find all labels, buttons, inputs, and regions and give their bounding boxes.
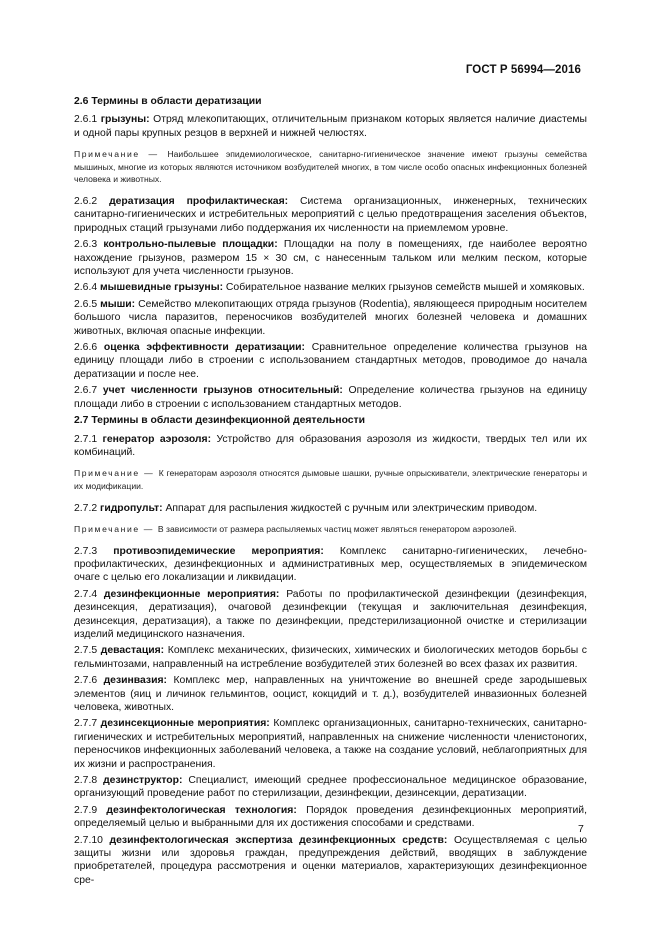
section-heading: 2.6 Термины в области дератизации [74,96,262,107]
term-number: 2.7.7 [74,718,101,730]
note-text: В зависимости от размера распыляемых частиц может являться генератором аэрозолей. [157,523,517,534]
term-definition: Аппарат для распыления жидкостей с ручным или электрическим приводом. [165,502,538,514]
term-definition: Специалист, имеющий среднее профессиональное медицинское образование, организующий проведение работ по стерилизации, дезинфекции, дезинсекции, дератизации. [74,775,587,800]
term-name: дератизация профилактическая: [109,196,301,207]
term-definition: Отряд млекопитающих, отличительным признаком которых является наличие диастемы и одной пары крупных резцов в верхней и нижней челюстях. [74,114,588,139]
term-number: 2.7.2 [74,502,100,514]
term-number: 2.7.8 [74,775,104,786]
term-number: 2.6.1 [74,114,101,126]
term-name: дезинсекционные мероприятия: [100,718,274,730]
term-definition: Определение количества грызунов на единицу площади либо в строении с использованием стандартных методов. [74,385,587,410]
term-entry [74,113,587,140]
note-text: К генераторам аэрозоля относятся дымовые шашки, ручные опрыскиватели, электрические генераторы и их модификации. [74,468,587,491]
standard-header: ГОСТ Р 56994—2016 [465,64,581,76]
note [74,467,587,492]
term-definition: Осуществляемая с целью защиты жизни или здоровья граждан, предупреждения действий, вводящих в заблуждение приобретателей, процедура рассмотрения и оценки материалов, характеризующих дезинфекционное сре- [74,834,587,886]
term-number: 2.7.5 [74,645,101,657]
term-entry [74,384,587,411]
term-number: 2.7.10 [74,834,110,846]
term-number: 2.6.7 [74,385,103,397]
term-number: 2.6.4 [74,282,100,294]
term-definition: Площадки на полу в помещениях, где наиболее вероятно нахождение грызунов, размером 15 × 30 см, с нанесенным тальком или мелким песком, которые используют для учета численности грызунов. [74,239,588,278]
term-name: грызуны: [100,114,154,126]
term-name: дезинвазия: [103,675,174,687]
term-name: генератор аэрозоля: [102,433,217,445]
term-definition: Собирательное название мелких грызунов семейств мышей и хомяковых. [225,282,585,294]
term-name: дезинструктор: [103,775,189,786]
term-entry [74,341,587,381]
term-definition: Порядок проведения дезинфекционных мероприятий, определяемый целью и выбранными для их достижения способами и средствами. [74,804,587,830]
term-number: 2.7.4 [74,588,104,600]
page-number: 7 [578,823,584,835]
term-entry [74,502,587,515]
term-entry [74,717,587,771]
term-entry [74,774,587,801]
term-definition: Комплекс организационных, санитарно-технических, санитарно-гигиенических и истребительных мероприятий, направленных на снижение численности членистоногих, переносчиков инфекционных заболеваний человека, а также на создание условий, неблагоприятных для их жизни и распространения. [74,718,587,770]
note-label: Примечание — [74,149,168,160]
term-name: дезинфектологическая технология: [106,804,307,816]
term-name: дезинфекционные мероприятия: [103,588,287,600]
term-number: 2.7.1 [74,433,103,445]
term-number: 2.6.3 [74,239,104,251]
note-label: Примечание — [74,523,158,534]
note-text: Наибольшее эпидемиологическое, санитарно-гигиеническое значение имеют грызуны семейства мышиных, многие из которых являются источником возбудителей многих, в том числе особо опасных инфекционных болезней человека и животных. [74,149,587,185]
note-label: Примечание — [74,468,159,479]
term-definition: Комплекс механических, физических, химических и биологических методов борьбы с гельминтозами, направленный на истребление возбудителей этих болезней во всех фазах их развития. [74,645,587,670]
term-entry [74,195,587,235]
section-heading: 2.7 Термины в области дезинфекционной деятельности [74,415,366,427]
term-name: мышевидные грызуны: [100,282,226,294]
term-number: 2.6.6 [74,342,104,354]
term-entry [74,433,587,460]
term-name: оценка эффективности дератизации: [103,342,312,354]
term-definition: Семейство млекопитающих отряда грызунов (Rodentia), являющееся природным носителем большого числа паразитов, переносчиков возбудителей многих болезней человека и домашних животных, включая опасные инфекции. [74,298,587,337]
term-entry [74,588,587,642]
term-entry [74,674,587,714]
term-number: 2.7.9 [74,804,107,816]
term-name: учет численности грызунов относительный: [102,385,349,397]
term-definition: Устройство для образования аэрозоля из жидкости, твердых тел или их комбинаций. [74,433,588,458]
term-entry [74,834,587,888]
term-name: дезинфектологическая экспертиза дезинфекционных средств: [109,834,455,846]
term-definition: Работы по профилактической дезинфекции (дезинфекция, дезинсекция, дератизация), очаговой дезинфекции (текущая и заключительная дезинфекция, дезинсекция, дератизация), а также по дезинфекции, предстерилизационной очистке и стерилизации изделий медицинского назначения. [74,588,587,640]
term-entry [74,298,587,338]
term-name: мыши: [100,298,139,310]
term-name: противоэпидемические мероприятия: [113,545,340,557]
term-number: 2.6.5 [74,298,101,310]
term-entry [74,644,587,671]
term-entry [74,804,587,831]
term-entry [74,238,587,278]
term-name: девастация: [100,645,168,657]
term-name: контрольно-пылевые площадки: [103,239,284,251]
term-number: 2.7.3 [74,545,114,557]
page-content [74,94,587,890]
term-definition: Комплекс мер, направленных на уничтожение во внешней среде зародышевых элементов (яиц и личинок гельминтов, ооцист, кокцидий и т. д.), возбудителей инвазионных болезней человека, животных. [74,675,587,713]
term-entry [74,545,587,585]
note [74,148,587,186]
term-definition: Сравнительное определение количества грызунов на единицу площади либо в строении с использованием стандартных методов, проводимое до начала дератизации и после нее. [74,342,587,380]
term-number: 2.6.2 [74,196,110,207]
term-entry [74,281,587,294]
term-definition: Система организационных, инженерных, технических санитарно-гигиенических и истребительных мероприятий с целью предотвращения заселения объектов, природных стаций грызунами либо поддержания их численности на приемлемом уровне. [74,196,587,234]
term-definition: Комплекс санитарно-гигиенических, лечебно-профилактических, дезинфекционных и административных мер, осуществляемых в эпидемическом очаге с целью его локализации и ликвидации. [74,545,588,584]
note [74,523,587,536]
term-number: 2.7.6 [74,675,104,687]
term-name: гидропульт: [100,502,166,514]
